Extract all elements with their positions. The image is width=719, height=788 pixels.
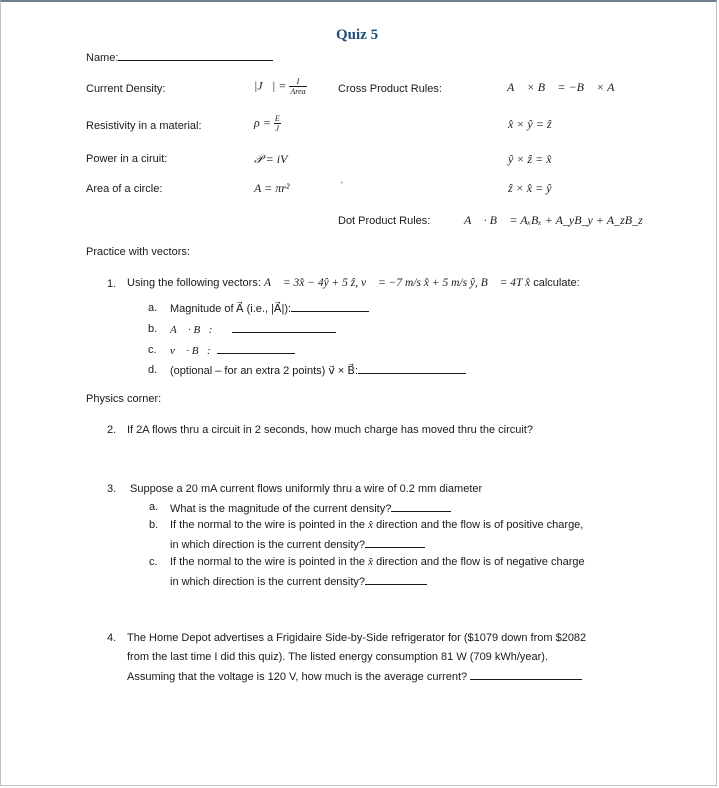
q3-part-b-line1	[170, 519, 583, 531]
area-formula: A = πr²	[254, 181, 290, 195]
current-density-formula	[254, 77, 307, 96]
q1-number: 1.	[107, 278, 117, 290]
current-density-lhs: |J⃗| =	[254, 78, 287, 93]
q3-part-b-letter: b.	[149, 519, 159, 531]
q1-part-c	[170, 343, 295, 357]
q3-part-c-line2-text: in which direction is the current density?	[170, 576, 366, 588]
q3-part-c-post: direction and the flow is of negative charge	[376, 556, 585, 568]
answer-blank	[217, 343, 295, 354]
q3-part-b-line2-text: in which direction is the current density?	[170, 539, 366, 551]
resistivity-label: Resistivity in a material:	[86, 120, 202, 132]
cross-rules-label: Cross Product Rules:	[338, 83, 442, 95]
q1-part-a	[170, 301, 369, 315]
cross-rule-yz: ŷ × ẑ = x̂	[508, 152, 552, 166]
answer-blank	[470, 669, 582, 680]
fraction-denominator: Area	[290, 87, 306, 96]
resistivity-fraction	[274, 114, 281, 133]
q1-part-c-text: v⃗ · B⃗:	[170, 345, 211, 357]
q3-part-a-text: What is the magnitude of the current density?	[170, 503, 392, 515]
q3-part-c-line1	[170, 556, 585, 568]
q1-part-b-letter: b.	[148, 323, 158, 335]
answer-blank	[365, 574, 427, 585]
name-label-text: Name:	[86, 52, 119, 64]
answer-blank	[232, 322, 336, 333]
q1-part-d-text: (optional – for an extra 2 points) v⃗ × B⃗:	[170, 365, 359, 377]
q1-part-b	[170, 322, 336, 336]
name-label	[86, 50, 273, 64]
q1-suffix: calculate:	[533, 277, 580, 289]
current-density-fraction	[289, 77, 306, 96]
fraction-numerator: I	[289, 77, 306, 87]
resistivity-formula	[254, 114, 281, 133]
q3-number: 3.	[107, 483, 117, 495]
q1-part-a-letter: a.	[148, 302, 158, 314]
current-density-label: Current Density:	[86, 83, 166, 95]
q3-part-c-line2	[170, 574, 427, 588]
q4-line3-text: Assuming that the voltage is 120 V, how much is the average current?	[127, 671, 468, 683]
q1-part-d-letter: d.	[148, 364, 158, 376]
dot-rule-label: Dot Product Rules:	[338, 215, 431, 227]
stray-mark: `	[340, 181, 344, 193]
q4-line1: The Home Depot advertises a Frigidaire Side-by-Side refrigerator for ($1079 down from $2082	[127, 632, 587, 644]
answer-blank	[391, 501, 451, 512]
q4-line2: from the last time I did this quiz). The listed energy consumption 81 W (709 kWh/year).	[127, 651, 549, 663]
power-label: Power in a ciruit:	[86, 153, 168, 165]
q1-vectors: A⃗ = 3x̂ − 4ŷ + 5 ẑ, v⃗ = −7 m/s x̂ + 5 m/s ŷ, B⃗ = 4T x̂	[263, 277, 531, 289]
q1-part-c-letter: c.	[148, 344, 157, 356]
q3-part-a-letter: a.	[149, 501, 159, 513]
q3-part-b-post: direction and the flow is of positive charge,	[376, 519, 584, 531]
q1-part-d	[170, 363, 466, 377]
answer-blank	[291, 301, 369, 312]
name-blank	[118, 50, 273, 61]
power-formula: 𝒫 = iV	[254, 152, 288, 166]
q2-number: 2.	[107, 424, 117, 436]
q3-part-a	[170, 501, 451, 515]
q1-part-a-text: Magnitude of A⃗ (i.e., |A⃗|):	[170, 303, 292, 315]
physics-heading: Physics corner:	[86, 393, 162, 405]
x-hat-symbol: x̂	[368, 519, 374, 531]
fraction-denominator: J	[275, 124, 280, 133]
dot-rule-formula: A⃗ · B⃗ = AₓBₓ + A_yB_y + A_zB_z	[464, 213, 643, 227]
q3-part-b-pre: If the normal to the wire is pointed in the	[170, 519, 366, 531]
cross-rule-xy: x̂ × ŷ = ẑ	[508, 117, 552, 131]
q1-text	[127, 277, 580, 289]
q2-text: If 2A flows thru a circuit in 2 seconds, how much charge has moved thru the circuit?	[127, 424, 533, 436]
q3-part-c-letter: c.	[149, 556, 158, 568]
q4-number: 4.	[107, 632, 117, 644]
cross-rule-anticommute: A⃗ × B⃗ = −B⃗ × A⃗	[507, 80, 624, 94]
q1-prefix: Using the following vectors:	[127, 277, 261, 289]
area-label: Area of a circle:	[86, 183, 163, 195]
q1-part-b-text: A⃗ · B⃗:	[170, 324, 213, 336]
q3-text: Suppose a 20 mA current flows uniformly thru a wire of 0.2 mm diameter	[130, 483, 483, 495]
q3-part-b-line2	[170, 537, 425, 551]
q3-part-c-pre: If the normal to the wire is pointed in the	[170, 556, 366, 568]
answer-blank	[365, 537, 425, 548]
q4-line3	[127, 669, 582, 683]
answer-blank	[358, 363, 466, 374]
page-title: Quiz 5	[336, 27, 379, 43]
fraction-numerator: E	[274, 114, 280, 123]
cross-rule-zx: ẑ × x̂ = ŷ	[508, 181, 552, 195]
resistivity-lhs: ρ =	[254, 115, 271, 130]
x-hat-symbol: x̂	[368, 556, 374, 568]
practice-heading: Practice with vectors:	[86, 246, 190, 258]
